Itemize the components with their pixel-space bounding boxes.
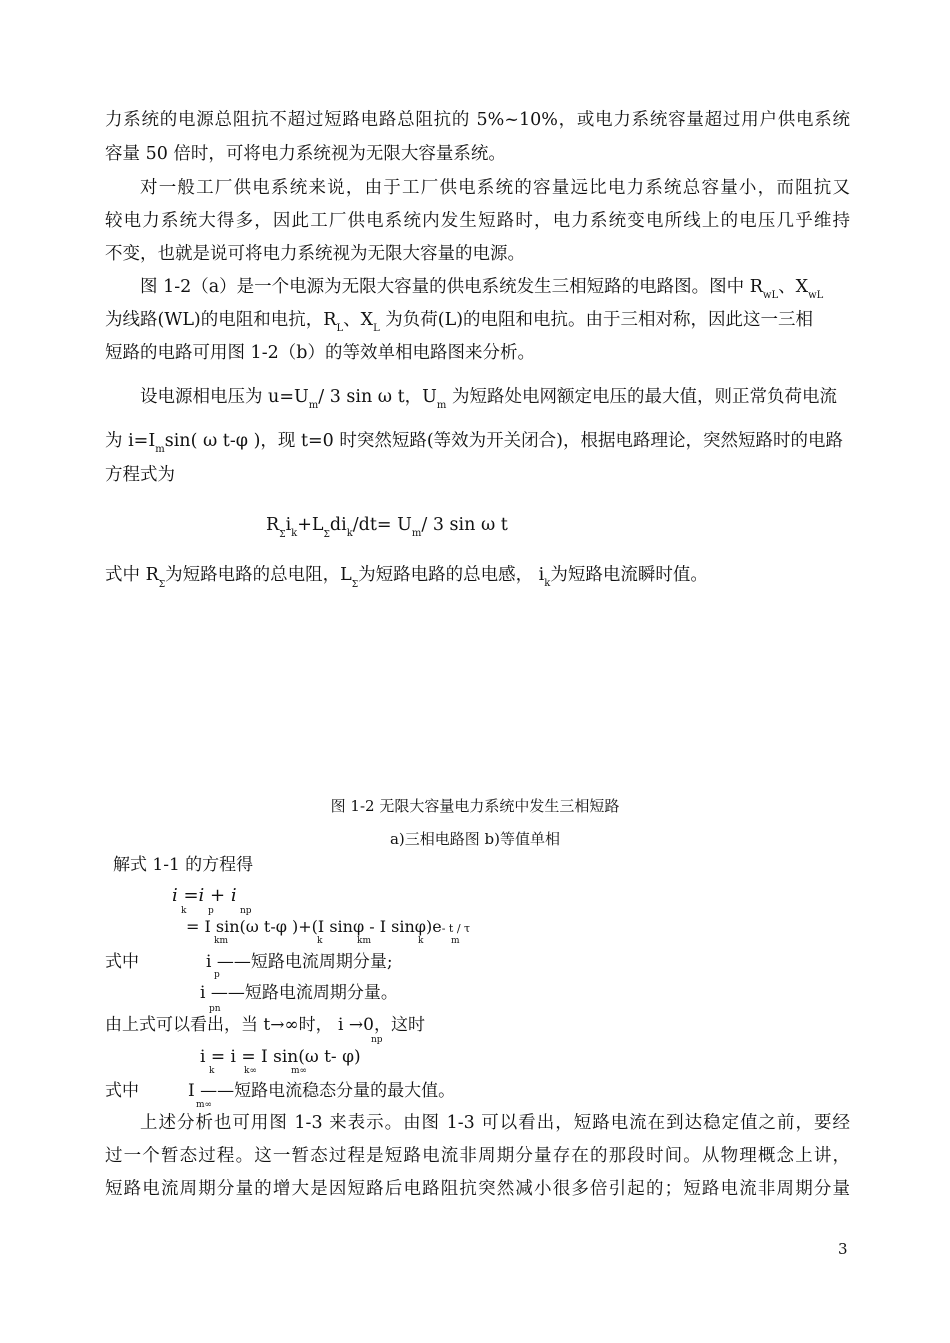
subscript: m∞ (291, 1066, 308, 1076)
subscript: wL (808, 290, 824, 301)
subscript: m (411, 528, 422, 539)
text-run: 、X (343, 310, 374, 330)
paragraph-line: 方程式为 (105, 465, 175, 485)
paragraph-line (105, 567, 850, 590)
equation-1 (266, 517, 566, 540)
limit-line: 由上式可以看出，当 t→∞时， i →0，这时 (105, 1015, 425, 1035)
subscript: km (214, 936, 228, 946)
subscript: L (336, 323, 344, 334)
where-label: 式中 (105, 1081, 139, 1101)
subscript: m (308, 400, 319, 411)
subscript: m∞ (196, 1100, 213, 1110)
subscript: k (544, 578, 551, 589)
where-steady: I ——短路电流稳态分量的最大值。 (188, 1081, 456, 1101)
subscript: k (209, 1066, 215, 1076)
paragraph-line: 力系统的电源总阻抗不超过短路电路总阻抗的 5%~10%，或电力系统容量超过用户供电系统 (105, 110, 850, 130)
subscript: k (317, 936, 323, 946)
subscript: k (181, 906, 187, 916)
solution-intro: 解式 1-1 的方程得 (113, 855, 254, 875)
subscript: km (357, 936, 371, 946)
text-run: di (329, 515, 347, 535)
where-label: 式中 (105, 952, 139, 972)
subscript: m (451, 936, 460, 946)
paragraph-line: 上述分析也可用图 1-3 来表示。由图 1-3 可以看出，短路电流在到达稳定值之前，要经 (140, 1113, 850, 1133)
text-run: 图 1-2（a）是一个电源为无限大容量的供电系统发生三相短路的电路图。图中 R (140, 277, 763, 297)
paragraph-line (105, 433, 850, 455)
subscript: p (208, 906, 214, 916)
text-run: 为线路(WL)的电阻和电抗，R (105, 310, 337, 330)
text-run: = I sin(ω t-φ )+(I sinφ - I sinφ)e (186, 917, 442, 936)
paragraph-line: 过一个暂态过程。这一暂态过程是短路电流非周期分量存在的那段时间。从物理概念上讲， (105, 1146, 850, 1166)
paragraph-line: 短路的电路可用图 1-2（b）的等效单相电路图来分析。 (105, 343, 535, 363)
figure-caption: 图 1-2 无限大容量电力系统中发生三相短路 (330, 797, 620, 815)
paragraph-line (140, 279, 850, 301)
text-run: i (285, 515, 292, 535)
subscript: wL (762, 290, 779, 301)
equation-ik: i =i + i (172, 885, 237, 906)
subscript: m (155, 444, 165, 455)
text-run: 、X (778, 277, 809, 297)
text-run: /dt= U (352, 515, 412, 535)
where-inp: i ——短路电流周期分量。 (200, 983, 398, 1003)
text-run: 为 i=I (105, 431, 156, 451)
text-run: / 3 sin ω t (421, 515, 508, 535)
text-run: / 3 sin ω t，U (318, 387, 437, 407)
text-run: 为短路电路的总电感， i (358, 565, 545, 585)
paragraph-line: 短路电流周期分量的增大是因短路后电路阻抗突然减小很多倍引起的；短路电流非周期分量 (105, 1179, 850, 1199)
subscript: p (214, 970, 220, 980)
paragraph-line: 不变，也就是说可将电力系统视为无限大容量的电源。 (105, 244, 525, 264)
steady-equation: i = i = I sin(ω t- φ) (200, 1047, 361, 1067)
text-run: 为负荷(L)的电阻和电抗。由于三相对称，因此这一三相 (379, 310, 814, 330)
text-run: sin( ω t-φ )，现 t=0 时突然短路(等效为开关闭合)，根据电路理论，突然短路时的电路 (164, 431, 844, 451)
text-run: 式中 R (105, 565, 159, 585)
text-run: R (266, 515, 280, 535)
text-run: 设电源相电压为 u=U (140, 387, 309, 407)
subscript: m (436, 400, 447, 411)
subscript: L (373, 323, 380, 334)
subscript: np (371, 1035, 383, 1045)
subscript: k (346, 528, 353, 539)
text-run: 为短路电流瞬时值。 (550, 565, 708, 585)
where-ip: i ——短路电流周期分量; (206, 952, 393, 972)
subscript: Σ (158, 580, 166, 590)
subscript: np (240, 906, 252, 916)
subscript: k (291, 528, 298, 539)
equation-expansion (186, 919, 470, 935)
text-run: 为短路处电网额定电压的最大值，则正常负荷电流 (446, 387, 837, 407)
figure-subcaption: a)三相电路图 b)等值单相 (389, 830, 561, 848)
paragraph-line (140, 389, 850, 411)
paragraph-line (105, 312, 850, 334)
subscript: k (418, 936, 424, 946)
text-run: +L (297, 515, 324, 535)
subscript: Σ (351, 580, 359, 590)
subscript: k∞ (244, 1066, 257, 1076)
text-run: 为短路电路的总电阻，L (165, 565, 352, 585)
paragraph-line: 容量 50 倍时，可将电力系统视为无限大容量系统。 (105, 144, 506, 164)
paragraph-line: 较电力系统大得多，因此工厂供电系统内发生短路时，电力系统变电所线上的电压几乎维持 (105, 211, 850, 231)
superscript: - t / τ (441, 922, 471, 935)
page-number: 3 (838, 1240, 848, 1258)
subscript: Σ (323, 530, 330, 540)
subscript: Σ (279, 530, 286, 540)
subscript: pn (209, 1004, 221, 1014)
paragraph-line: 对一般工厂供电系统来说，由于工厂供电系统的容量远比电力系统总容量小，而阻抗又 (140, 178, 850, 198)
